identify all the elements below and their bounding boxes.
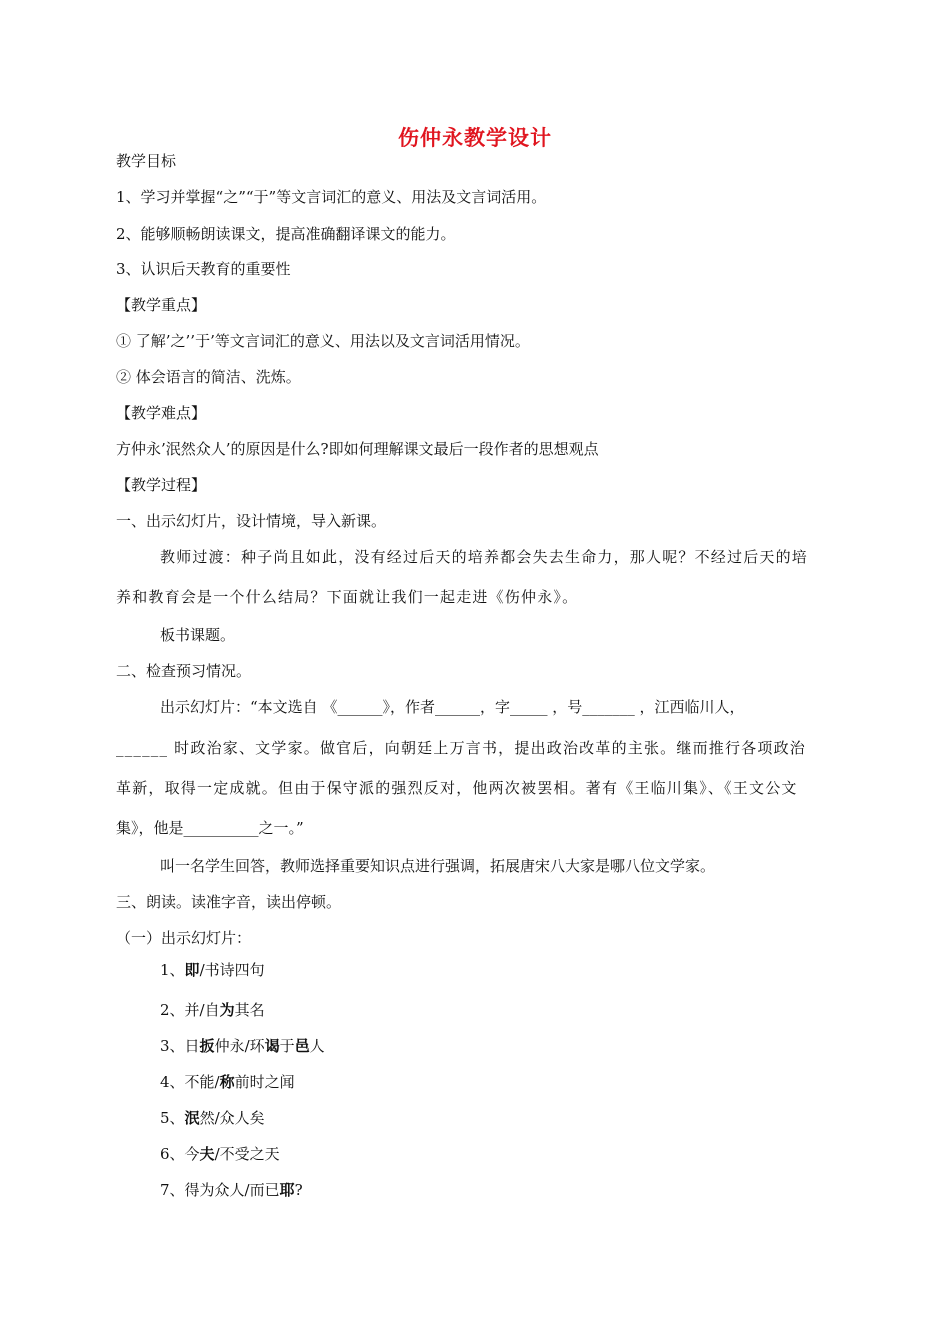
board-title: 板书课题。 — [160, 626, 236, 644]
step-3: 三、朗读。读准字音，读出停顿。 — [116, 893, 342, 911]
goal-item-2: 2、能够顺畅朗读课文，提高准确翻译课文的能力。 — [116, 225, 456, 243]
slide-text-line-3: 革新，取得一定成就。但由于保守派的强烈反对，他两次被罢相。著有《王临川集》、《王文公文 — [116, 779, 798, 797]
reading-item: 7、得为众人/而已耶? — [160, 1181, 303, 1199]
reading-item: 6、今夫/不受之天 — [160, 1145, 280, 1163]
slide-text-line-1: 出示幻灯片：“本文选自 《______》，作者______，字_____ ，号_______ ，江西临川人， — [160, 698, 745, 716]
teacher-transition-line-1: 教师过渡：种子尚且如此，没有经过后天的培养都会失去生命力，那人呢？不经过后天的培 — [160, 548, 809, 566]
step-1: 一、出示幻灯片，设计情境，导入新课。 — [116, 512, 387, 530]
goals-heading: 教学目标 — [116, 152, 177, 170]
teacher-transition-line-2: 养和教育会是一个什么结局？下面就让我们一起走进《伤仲永》。 — [116, 588, 579, 606]
key-points-heading: 【教学重点】 — [116, 296, 207, 314]
reading-item: 2、并/自为其名 — [160, 1001, 265, 1019]
student-answer-instruction: 叫一名学生回答，教师选择重要知识点进行强调，拓展唐宋八大家是哪八位文学家。 — [160, 857, 716, 875]
goal-item-3: 3、认识后天教育的重要性 — [116, 260, 291, 278]
step-2: 二、检查预习情况。 — [116, 662, 252, 680]
reading-item: 1、即/书诗四句 — [160, 961, 265, 979]
difficulty-heading: 【教学难点】 — [116, 404, 207, 422]
slide-text-line-4: 集》，他是__________之一。” — [116, 819, 304, 837]
substep-1: （一）出示幻灯片： — [116, 929, 252, 947]
page-title: 伤仲永教学设计 — [398, 126, 552, 150]
goal-item-1: 1、学习并掌握“之”“于”等文言词汇的意义、用法及文言词活用。 — [116, 188, 547, 206]
reading-item: 4、不能/称前时之闻 — [160, 1073, 295, 1091]
key-point-1: ① 了解’之’’于’等文言词汇的意义、用法以及文言词活用情况。 — [116, 332, 530, 350]
slide-text-line-2: ______ 时政治家、文学家。做官后，向朝廷上万言书，提出政治改革的主张。继而推行各项政治 — [116, 739, 806, 757]
reading-item: 5、泯然/众人矣 — [160, 1109, 265, 1127]
difficulty-point: 方仲永’泯然众人’的原因是什么?即如何理解课文最后一段作者的思想观点 — [116, 440, 599, 458]
reading-item: 3、日扳仲永/环谒于邑人 — [160, 1037, 325, 1055]
key-point-2: ② 体会语言的简洁、洗炼。 — [116, 368, 301, 386]
process-heading: 【教学过程】 — [116, 476, 207, 494]
